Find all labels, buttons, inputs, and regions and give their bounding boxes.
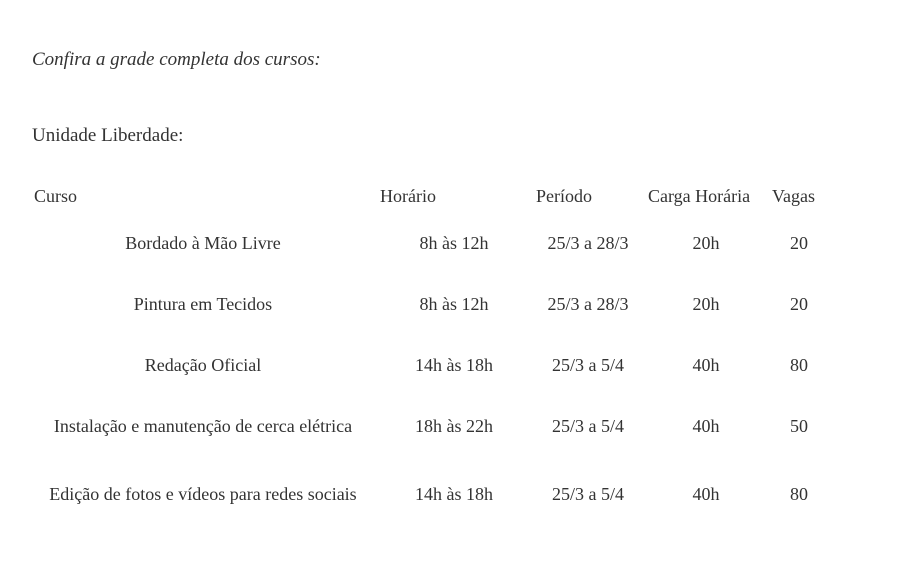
cell-vagas: 50: [790, 415, 808, 436]
cell-periodo: 25/3 a 28/3: [547, 232, 629, 253]
table-row: [30, 395, 830, 456]
cell-carga-horaria: 40h: [692, 415, 720, 436]
table-row: [30, 273, 830, 334]
cell-periodo: 25/3 a 5/4: [552, 484, 624, 504]
header-curso: Curso: [34, 186, 78, 206]
cell-curso: Pintura em Tecidos: [133, 293, 273, 314]
cell-curso: Edição de fotos e vídeos para redes sociais: [49, 484, 357, 504]
cell-curso: Redação Oficial: [144, 354, 262, 375]
cell-vagas: 20: [790, 232, 808, 253]
cell-curso: Bordado à Mão Livre: [125, 232, 281, 253]
header-periodo: Período: [536, 186, 592, 206]
cell-carga-horaria: 20h: [692, 293, 720, 314]
table-header-row: [30, 180, 830, 212]
intro-text: Confira a grade completa dos cursos:: [32, 49, 321, 70]
cell-periodo: 25/3 a 28/3: [547, 293, 629, 314]
header-vagas: Vagas: [772, 186, 815, 206]
table-row: [30, 334, 830, 395]
header-horario: Horário: [380, 186, 436, 206]
cell-horario: 8h às 12h: [419, 293, 489, 314]
cell-periodo: 25/3 a 5/4: [552, 354, 624, 375]
cell-periodo: 25/3 a 5/4: [552, 415, 624, 436]
cell-vagas: 80: [790, 354, 808, 375]
cell-carga-horaria: 40h: [692, 484, 720, 504]
table-row: [30, 212, 830, 273]
header-carga-horaria: Carga Horária: [648, 186, 751, 206]
cell-carga-horaria: 20h: [692, 232, 720, 253]
cell-carga-horaria: 40h: [692, 354, 720, 375]
cell-horario: 14h às 18h: [415, 484, 493, 504]
course-table: [30, 180, 830, 532]
cell-curso: Instalação e manutenção de cerca elétrica: [53, 415, 353, 436]
cell-horario: 18h às 22h: [415, 415, 493, 436]
cell-vagas: 20: [790, 293, 808, 314]
cell-horario: 8h às 12h: [419, 232, 489, 253]
cell-horario: 14h às 18h: [415, 354, 493, 375]
unit-heading: Unidade Liberdade:: [32, 125, 184, 146]
cell-vagas: 80: [790, 484, 808, 504]
table-row: [30, 456, 830, 532]
